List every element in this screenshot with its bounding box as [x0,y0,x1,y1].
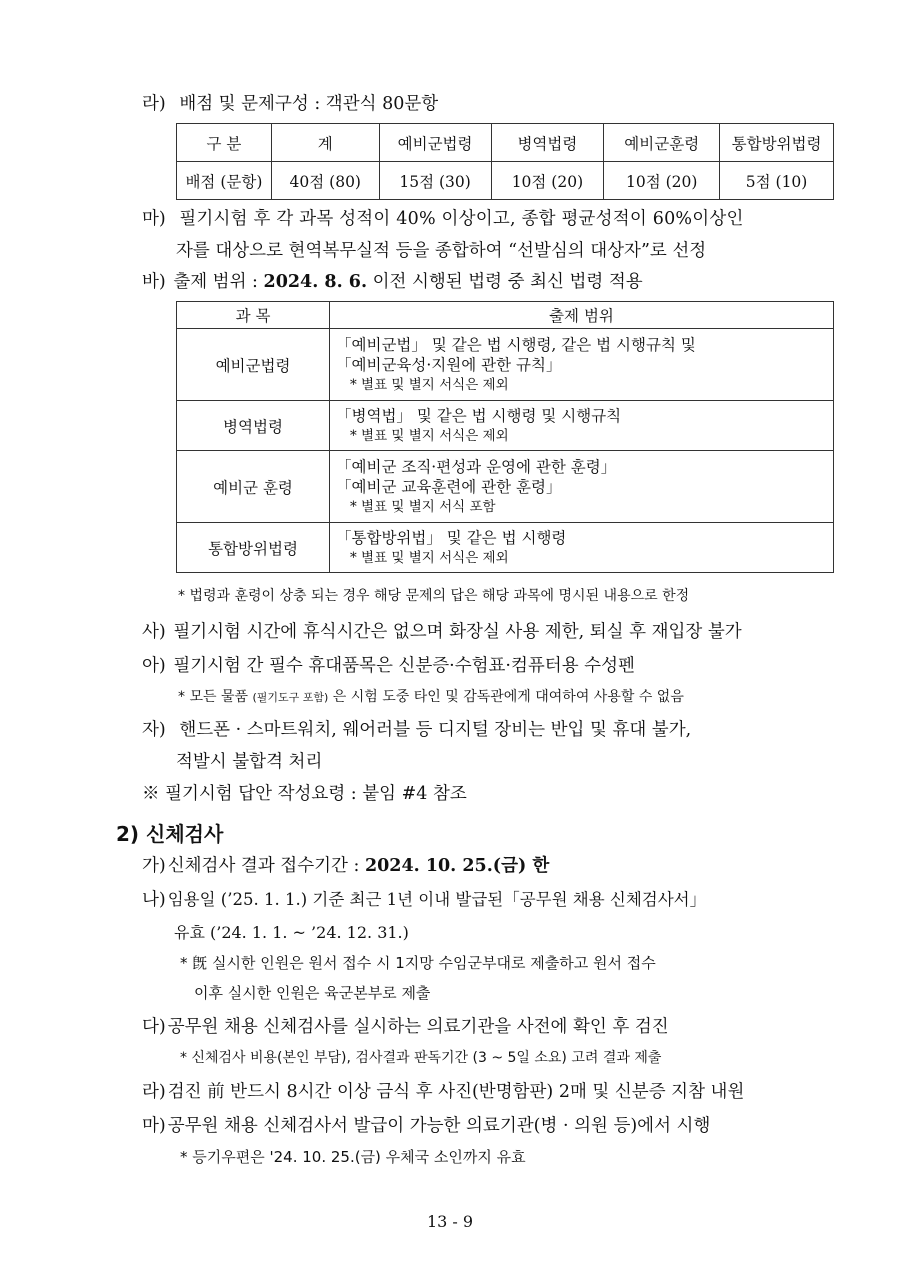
section-ma-line2: 자를 대상으로 현역복무실적 등을 종합하여 “선발심의 대상자”로 선정 [176,241,707,261]
section-text-date: 2024. 10. 25.(금) 한 [364,856,550,876]
section-label: 나) [142,890,166,910]
note-items [178,686,684,706]
section-text-suffix: 이전 시행된 법령 중 최신 법령 적용 [367,272,643,292]
table-header-cell: 통합방위법령 [720,124,834,162]
table-header-cell: 계 [271,124,379,162]
section-label: 가) [142,856,166,876]
section-label: 사) [142,622,166,642]
score-table [176,123,834,200]
range-line: 「예비군 교육훈련에 관한 훈령」 [336,477,562,496]
range-note: * 별표 및 별지 서식은 제외 [350,376,509,393]
table-cell: 10점 (20) [491,162,604,200]
range-cell [330,401,834,451]
section-text-date: 2024. 8. 6. [263,272,368,292]
phys-ma-note: * 등기우편은 '24. 10. 25.(금) 우체국 소인까지 유효 [180,1148,526,1166]
note-suffix: 은 시험 도중 타인 및 감독관에게 대여하여 사용할 수 없음 [328,689,684,705]
section-label: 라) [142,1082,166,1102]
table-row [177,451,834,523]
section-text: 핸드폰 · 스마트워치, 웨어러블 등 디지털 장비는 반입 및 휴대 불가, [179,720,692,740]
range-note: * 별표 및 별지 서식은 제외 [350,427,509,444]
section-ja [142,716,691,741]
range-line: 「통합방위법」 및 같은 법 시행령 [336,528,567,547]
section-text: 필기시험 후 각 과목 성적이 40% 이상이고, 종합 평균성적이 60%이상인 [179,209,744,229]
section-text: 필기시험 간 필수 휴대품목은 신분증·수험표·컴퓨터용 수성펜 [173,656,635,676]
table-cell: 10점 (20) [604,162,720,200]
section-label: 마) [142,1116,166,1136]
range-note: * 별표 및 별지 서식 포함 [350,498,496,515]
subject-cell: 예비군법령 [177,329,330,401]
table-header-row [177,302,834,329]
page-number: 13 - 9 [426,1212,474,1231]
section-heading: 2) 신체검사 [116,822,224,846]
section-ja-line2: 적발시 불합격 처리 [176,752,323,772]
section-ma [142,205,744,230]
section-text: 필기시험 시간에 휴식시간은 없으며 화장실 사용 제한, 퇴실 후 재입장 불가 [173,622,742,642]
range-line: 「예비군 조직·편성과 운영에 관한 훈령」 [336,457,617,476]
table-cell: 40점 (80) [271,162,379,200]
subject-cell: 예비군 훈령 [177,451,330,523]
section-ba [142,268,643,293]
section-sa [142,618,742,643]
section-label: 마) [142,209,166,229]
range-cell [330,523,834,573]
section-label: 라) [142,94,166,114]
phys-ga [142,852,549,877]
section-text: 공무원 채용 신체검사를 실시하는 의료기관을 사전에 확인 후 검진 [167,1017,669,1037]
table-header-cell: 예비군법령 [379,124,491,162]
reference-line: ※ 필기시험 답안 작성요령 : 붙임 #4 참조 [142,784,467,804]
section-text-prefix: 출제 범위 : [173,272,264,292]
phys-da [142,1013,669,1038]
table-header-row [177,124,834,162]
range-table [176,301,834,573]
section-text: 배점 및 문제구성 : 객관식 80문항 [179,94,439,114]
section-label: 아) [142,656,166,676]
note-small: (필기도구 포함) [252,691,329,704]
table-cell: 배점 (문항) [177,162,272,200]
phys-na-note: * 旣 실시한 인원은 원서 접수 시 1지망 수임군부대로 제출하고 원서 접수 [180,954,656,972]
table-row [177,162,834,200]
table-cell: 15점 (30) [379,162,491,200]
phys-na-note-line2: 이후 실시한 인원은 육군본부로 제출 [194,984,431,1002]
subject-cell: 통합방위법령 [177,523,330,573]
section-ra [142,90,438,115]
phys-ma [142,1112,710,1137]
table-row [177,329,834,401]
table-row [177,401,834,451]
table-header-cell: 병역법령 [491,124,604,162]
phys-na-line2: 유효 (’24. 1. 1. ~ ’24. 12. 31.) [174,923,409,942]
section-label: 바) [142,272,166,292]
note-prefix: * 모든 물품 [178,689,253,705]
table-header-cell: 구 분 [177,124,272,162]
range-note: * 별표 및 별지 서식은 제외 [350,549,509,566]
table-row [177,523,834,573]
section-text: 임용일 (’25. 1. 1.) 기준 최근 1년 이내 발급된「공무원 채용 신체검사서」 [167,890,707,909]
table-header-cell: 과 목 [177,302,330,329]
note-conflict: * 법령과 훈령이 상충 되는 경우 해당 문제의 답은 해당 과목에 명시된 내용으로 한정 [178,588,690,604]
section-label: 다) [142,1017,166,1037]
range-line: 「예비군법」 및 같은 법 시행령, 같은 법 시행규칙 및 [336,335,696,354]
table-cell: 5점 (10) [720,162,834,200]
section-a [142,652,635,677]
table-header-cell: 예비군훈령 [604,124,720,162]
section-text: 공무원 채용 신체검사서 발급이 가능한 의료기관(병 · 의원 등)에서 시행 [167,1116,711,1136]
section-text-prefix: 신체검사 결과 접수기간 : [167,856,365,876]
table-header-cell: 출제 범위 [330,302,834,329]
range-cell [330,451,834,523]
phys-na [142,886,706,911]
phys-ra [142,1078,744,1103]
range-line: 「예비군육성·지원에 관한 규칙」 [336,355,562,374]
subject-cell: 병역법령 [177,401,330,451]
section-label: 자) [142,720,166,740]
range-cell [330,329,834,401]
section-text: 검진 前 반드시 8시간 이상 금식 후 사진(반명함판) 2매 및 신분증 지참 내원 [167,1082,745,1102]
range-line: 「병역법」 및 같은 법 시행령 및 시행규칙 [336,406,622,425]
phys-da-note: * 신체검사 비용(본인 부담), 검사결과 판독기간 (3 ~ 5일 소요) 고려 결과 제출 [180,1050,662,1066]
